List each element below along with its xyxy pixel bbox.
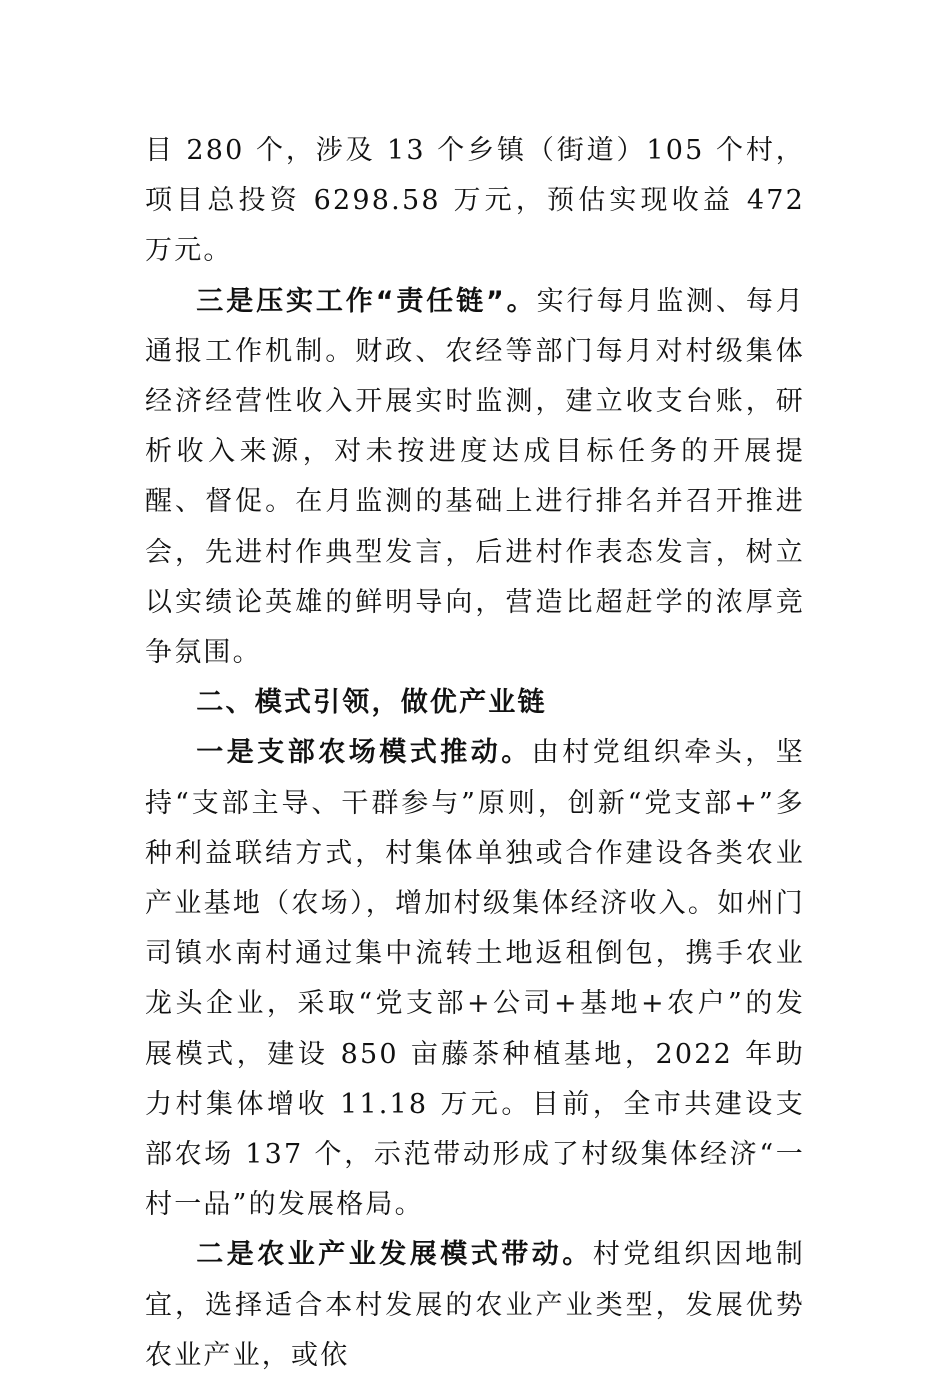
paragraph-text: 实行每月监测、每月通报工作机制。财政、农经等部门每月对村级集体经济经营性收入开展实时监测，建立收支台账，研析收入来源，对未按进度达成目标任务的开展提醒、督促。在月监测的基础上进行排名并召开推进会，先进村作典型发言，后进村作表态发言，树立以实绩论英雄的鲜明导向，营造比超赶学的浓厚竞争氛围。 bbox=[145, 285, 805, 669]
paragraph-text: 由村党组织牵头，坚持“支部主导、干群参与”原则，创新“党支部+”多种利益联结方式，村集体单独或合作建设各类农业产业基地（农场），增加村级集体经济收入。如州门司镇水南村通过集中流转土地返租倒包，携手农业龙头企业，采取“党支部+公司+基地+农户”的发展模式，建设 850 亩藤茶种植基地，2022 年助力村集体增收 11.18 万元。目前，全市共建设支部农场 137 个，示范带动形成了村级集体经济“一村一品”的发展格局。 bbox=[145, 737, 805, 1221]
paragraph-lead: 三是压实工作“责任链”。 bbox=[196, 285, 537, 317]
paragraph-responsibility-chain bbox=[145, 277, 805, 679]
paragraph-text: 目 280 个，涉及 13 个乡镇（街道）105 个村，项目总投资 6298.58 万元，预估实现收益 472 万元。 bbox=[145, 135, 805, 267]
paragraph-text: 村党组织因地制宜，选择适合本村发展的农业产业类型，发展优势农业产业，或依 bbox=[145, 1239, 805, 1371]
paragraph-lead: 一是支部农场模式推动。 bbox=[196, 737, 532, 769]
section-heading bbox=[145, 678, 805, 728]
section-heading-text: 二、模式引领，做优产业链 bbox=[196, 687, 547, 719]
paragraph-lead: 二是农业产业发展模式带动。 bbox=[196, 1239, 593, 1271]
document-body bbox=[145, 126, 805, 1381]
paragraph-branch-farm-model bbox=[145, 728, 805, 1230]
paragraph-agri-industry-model bbox=[145, 1230, 805, 1381]
paragraph-continuation bbox=[145, 126, 805, 277]
